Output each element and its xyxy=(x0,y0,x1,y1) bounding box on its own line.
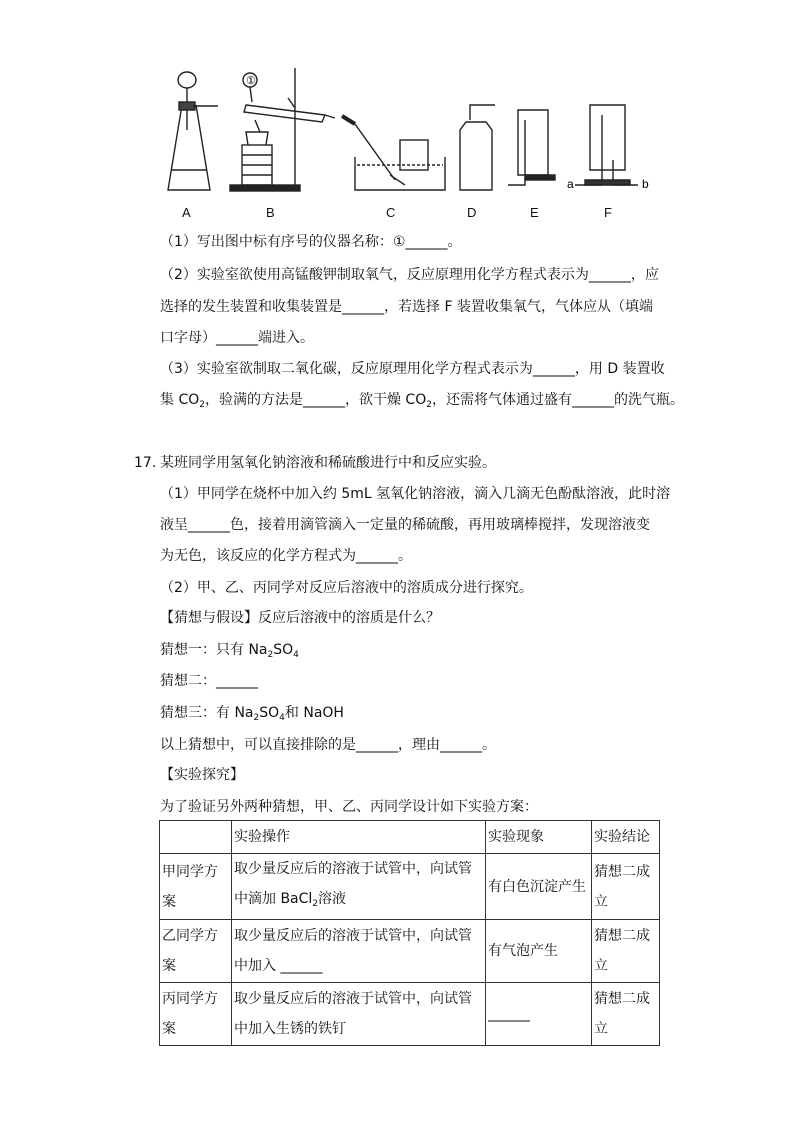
apparatus-a xyxy=(168,72,218,190)
q17-part1-line1: （1）甲同学在烧杯中加入约 5mL 氢氧化钠溶液，滴入几滴无色酚酞溶液，此时溶 xyxy=(160,486,671,502)
figure-label-f: F xyxy=(604,205,612,220)
q17-part1-line2: 液呈______色，接着用滴管滴入一定量的稀硫酸，再用玻璃棒搅拌，发现溶液变 xyxy=(160,517,650,533)
row-student: 丙同学方 案 xyxy=(160,983,232,1046)
q17-part1-line3: 为无色，该反应的化学方程式为______。 xyxy=(160,548,412,564)
q16-part2-line2: 选择的发生装置和收集装置是______，若选择 F 装置收集氧气，气体应从（填端 xyxy=(160,299,653,315)
apparatus-d xyxy=(460,105,495,190)
row-phenomenon: 有白色沉淀产生 xyxy=(486,854,592,920)
table-row xyxy=(160,983,660,1046)
table-header-row xyxy=(160,821,660,854)
guess-two: 猜想二：______ xyxy=(160,673,258,689)
apparatus-f xyxy=(575,105,638,185)
experiment-table xyxy=(159,820,660,1046)
apparatus-b xyxy=(230,68,325,191)
apparatus-figure xyxy=(160,60,670,230)
row-conclusion: 猜想二成 立 xyxy=(592,983,660,1046)
figure-label-e: E xyxy=(530,205,539,220)
table-header-cell xyxy=(160,821,232,854)
row-conclusion: 猜想二成 立 xyxy=(592,854,660,920)
exclude-line: 以上猜想中，可以直接排除的是______，理由______。 xyxy=(160,737,496,753)
q16-part2-line3: 口字母）______端进入。 xyxy=(160,330,314,346)
marker-1: ① xyxy=(246,74,256,87)
row-student: 甲同学方 案 xyxy=(160,854,232,920)
guess-one: 猜想一：只有 $Na_2SO_4$ xyxy=(160,642,299,660)
q16-part2-line1: （2）实验室欲使用高锰酸钾制取氧气，反应原理用化学方程式表示为______，应 xyxy=(160,267,659,283)
row-operation: 取少量反应后的溶液于试管中，向试管 中加入 ______ xyxy=(232,920,486,983)
q16-part3-line1: （3）实验室欲制取二氧化碳，反应原理用化学方程式表示为______，用 D 装置收 xyxy=(160,361,665,377)
port-b-label: b xyxy=(642,177,649,191)
row-student: 乙同学方 案 xyxy=(160,920,232,983)
hypothesis-title: 【猜想与假设】反应后溶液中的溶质是什么？ xyxy=(160,610,440,626)
figure-label-b: B xyxy=(266,205,275,220)
q17-number: 17. xyxy=(134,455,157,471)
explore-title: 【实验探究】 xyxy=(160,767,244,783)
row-operation: 取少量反应后的溶液于试管中，向试管 中加入生锈的铁钉 xyxy=(232,983,486,1046)
row-phenomenon: 有气泡产生 xyxy=(486,920,592,983)
figure-label-a: A xyxy=(182,205,191,220)
table-row xyxy=(160,854,660,920)
figure-label-c: C xyxy=(386,205,396,220)
row-operation: 取少量反应后的溶液于试管中，向试管 中滴加 BaCl$_2$溶液 xyxy=(232,854,486,920)
apparatus-c xyxy=(325,115,445,190)
port-a-label: a xyxy=(567,177,574,191)
row-phenomenon: ______ xyxy=(486,983,592,1046)
design-intro: 为了验证另外两种猜想，甲、乙、丙同学设计如下实验方案： xyxy=(160,799,538,815)
table-header-cell: 实验现象 xyxy=(486,821,592,854)
q17-stem: 某班同学用氢氧化钠溶液和稀硫酸进行中和反应实验。 xyxy=(160,455,496,471)
guess-three: 猜想三：有 $Na_2SO_4$和 NaOH xyxy=(160,705,344,723)
table-header-cell: 实验操作 xyxy=(232,821,486,854)
table-header-cell: 实验结论 xyxy=(592,821,660,854)
row-conclusion: 猜想二成 立 xyxy=(592,920,660,983)
table-row xyxy=(160,920,660,983)
apparatus-e xyxy=(508,110,555,185)
q17-part2: （2）甲、乙、丙同学对反应后溶液中的溶质成分进行探究。 xyxy=(160,580,533,596)
q16-part3-line2: 集 $CO_2$，验满的方法是______，欲干燥 $CO_2$，还需将气体通过盛有______的洗气瓶。 xyxy=(160,392,684,410)
figure-label-d: D xyxy=(467,205,477,220)
q16-part1: （1）写出图中标有序号的仪器名称：①______。 xyxy=(160,234,462,250)
